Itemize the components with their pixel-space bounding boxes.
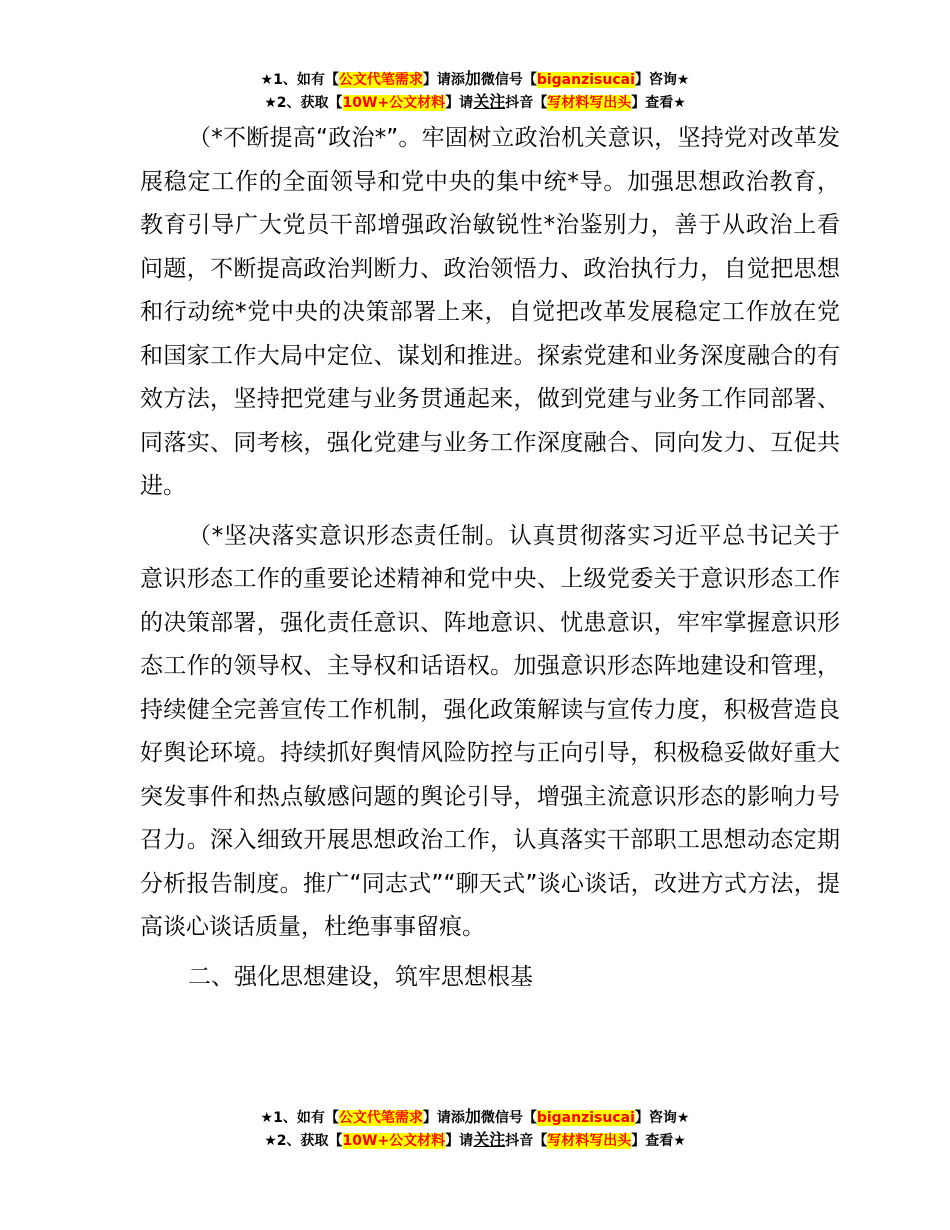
promo-text: 】请 <box>445 95 474 111</box>
promo-highlight-wechat-id: biganzisucai <box>536 1110 635 1126</box>
section-heading: 二、强化思想建设，筑牢思想根基 <box>188 963 533 990</box>
promo-text: 微信号【 <box>480 72 537 88</box>
promo-highlight-douyin: 写材料写出头 <box>547 1133 632 1149</box>
promo-text: 抖音【 <box>505 95 548 111</box>
promo-highlight-wechat-id: biganzisucai <box>536 72 635 88</box>
header-promo-banner <box>0 68 950 114</box>
promo-line-1 <box>0 1106 950 1129</box>
promo-text-emphasis: 加 <box>464 1107 481 1126</box>
promo-text: 】查看★ <box>631 95 686 111</box>
promo-highlight-materials: 10W+公文材料 <box>342 95 446 111</box>
promo-text-emphasis: 加 <box>464 69 481 88</box>
promo-text: ★1、如有【 <box>260 1110 339 1126</box>
promo-highlight-service: 公文代笔需求 <box>338 1110 423 1126</box>
body-paragraph: （*坚决落实意识形态责任制。认真贯彻落实习近平总书记关于意识形态工作的重要论述精神和党中央、上级党委关于意识形态工作的决策部署，强化责任意识、阵地意识、忧患意识，牢牢掌握意识形态工作的领导权、主导权和话语权。加强意识形态阵地建设和管理，持续健全完善宣传工作机制，强化政策解读与宣传力度，积极营造良好舆论环境。持续抓好舆情风险防控与正向引导，积极稳妥做好重大突发事件和热点敏感问题的舆论引导，增强主流意识形态的影响力号召力。深入细致开展思想政治工作，认真落实干部职工思想动态定期分析报告制度。推广“同志式”“聊天式”谈心谈话，改进方式方法，提高谈心谈话质量，杜绝事事留痕。 <box>140 522 840 940</box>
promo-text: ★2、获取【 <box>264 1133 343 1149</box>
promo-text: 】查看★ <box>631 1133 686 1149</box>
promo-text: 】请添 <box>422 1110 465 1126</box>
promo-text: 微信号【 <box>480 1110 537 1126</box>
promo-line-2 <box>0 1129 950 1152</box>
promo-text: 】咨询★ <box>634 72 690 88</box>
promo-text-emphasis: 关注 <box>473 1130 506 1149</box>
document-body <box>140 117 840 999</box>
footer-promo-banner <box>0 1106 950 1152</box>
promo-highlight-materials: 10W+公文材料 <box>342 1133 446 1149</box>
promo-line-2 <box>0 91 950 114</box>
promo-text-emphasis: 关注 <box>473 92 506 111</box>
body-paragraph: （*不断提高“政治*”。牢固树立政治机关意识，坚持党对改革发展稳定工作的全面领导和党中央的集中统*导。加强思想政治教育，教育引导广大党员干部增强政治敏锐性*治鉴别力，善于从政治上看问题，不断提高政治判断力、政治领悟力、政治执行力，自觉把思想和行动统*党中央的决策部署上来，自觉把改革发展稳定工作放在党和国家工作大局中定位、谋划和推进。探索党建和业务深度融合的有效方法，坚持把党建与业务贯通起来，做到党建与业务工作同部署、同落实、同考核，强化党建与业务工作深度融合、同向发力、互促共进。 <box>140 125 840 499</box>
promo-text: ★1、如有【 <box>260 72 339 88</box>
promo-highlight-douyin: 写材料写出头 <box>547 95 632 111</box>
promo-text: ★2、获取【 <box>264 95 343 111</box>
promo-text: 】请 <box>445 1133 474 1149</box>
promo-text: 】请添 <box>422 72 465 88</box>
promo-highlight-service: 公文代笔需求 <box>338 72 423 88</box>
promo-text: 抖音【 <box>505 1133 548 1149</box>
promo-text: 】咨询★ <box>634 1110 690 1126</box>
promo-line-1 <box>0 68 950 91</box>
